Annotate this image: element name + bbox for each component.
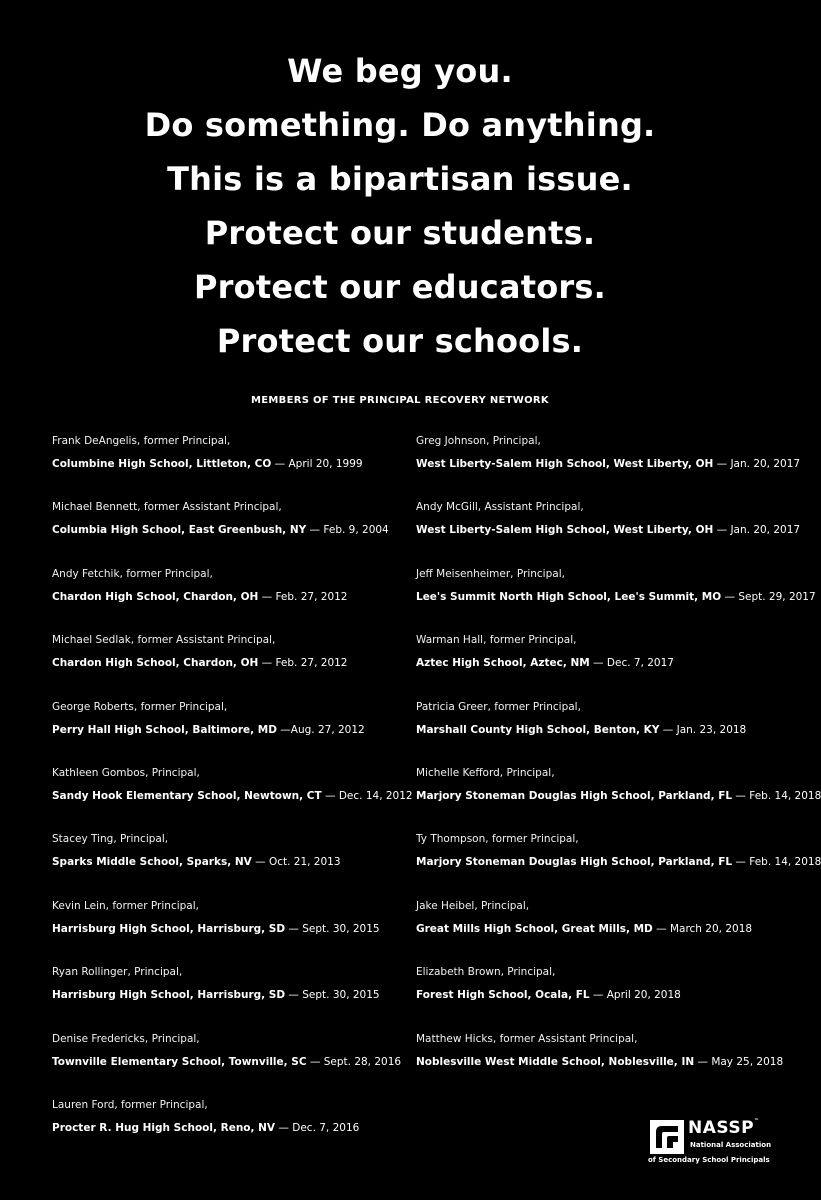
school-location: Harrisburg High School, Harrisburg, SD	[52, 989, 286, 1002]
member-school-date	[52, 656, 402, 670]
school-location: Columbine High School, Littleton, CO	[52, 458, 272, 470]
member-entry	[52, 965, 402, 1031]
school-location: Perry Hall High School, Baltimore, MD	[52, 723, 277, 736]
member-school-date	[52, 988, 402, 1002]
school-location: Chardon High School, Chardon, OH	[52, 590, 259, 603]
member-entry	[52, 700, 402, 766]
headline	[0, 44, 800, 368]
member-name-role: Ty Thompson, former Principal,	[416, 833, 579, 846]
school-location: Marjory Stoneman Douglas High School, Parkland, FL	[416, 856, 733, 869]
member-school-date	[416, 457, 801, 471]
nassp-logo-icon	[650, 1120, 684, 1154]
member-school-date	[416, 1055, 796, 1069]
member-name-role: Greg Johnson, Principal,	[416, 435, 541, 447]
school-location: Noblesville West Middle School, Noblesville, IN	[416, 1055, 695, 1068]
member-entry	[416, 899, 796, 965]
school-location: Lee's Summit North High School, Lee's Summit, MO	[416, 590, 722, 603]
member-name-role: Andy Fetchik, former Principal,	[52, 567, 213, 580]
member-school-date	[416, 922, 796, 936]
headline-line-5: Protect our educators.	[194, 268, 606, 306]
headline-line-6: Protect our schools.	[216, 322, 584, 360]
member-name-role: Michael Sedlak, former Assistant Principal,	[52, 634, 276, 647]
incident-date: — Feb. 9, 2004	[306, 524, 389, 537]
school-location: Aztec High School, Aztec, NM	[416, 657, 590, 670]
incident-date: — March 20, 2018	[652, 922, 753, 935]
incident-date: — April 20, 2018	[589, 989, 681, 1002]
logo-name-text: NASSP	[688, 1118, 755, 1138]
school-location: Sandy Hook Elementary School, Newtown, CT	[52, 789, 322, 802]
member-entry	[52, 434, 402, 500]
member-school-date	[52, 523, 402, 537]
member-entry	[52, 567, 402, 633]
school-location: West Liberty-Salem High School, West Liberty, OH	[416, 524, 714, 537]
nassp-logo	[646, 1114, 772, 1170]
school-location: Forest High School, Ocala, FL	[416, 989, 590, 1002]
school-location: Chardon High School, Chardon, OH	[52, 657, 259, 670]
member-entry	[416, 965, 796, 1031]
member-name-role: Andy McGill, Assistant Principal,	[416, 501, 584, 514]
member-name-role: Jeff Meisenheimer, Principal,	[416, 567, 565, 580]
incident-date: — Feb. 14, 2018	[732, 789, 821, 802]
member-school-date	[416, 523, 801, 537]
left-member-column	[52, 434, 413, 1164]
member-entry	[52, 832, 402, 898]
member-school-date	[416, 988, 796, 1002]
member-school-date	[52, 1055, 402, 1069]
incident-date: — Dec. 7, 2016	[275, 1121, 360, 1134]
member-entry	[416, 434, 801, 500]
member-name-role: Kathleen Gombos, Principal,	[52, 766, 200, 779]
incident-date: — Dec. 14, 2012	[321, 789, 413, 802]
member-entry	[416, 700, 796, 766]
school-location: Harrisburg High School, Harrisburg, SD	[52, 922, 286, 935]
logo-name	[688, 1118, 760, 1138]
member-entry	[52, 1032, 402, 1098]
member-name-role: George Roberts, former Principal,	[52, 700, 228, 713]
incident-date: — Sept. 28, 2016	[306, 1055, 402, 1068]
incident-date: — April 20, 1999	[271, 458, 363, 470]
member-school-date	[52, 855, 402, 869]
incident-date: — Feb. 14, 2018	[732, 856, 821, 869]
right-member-column	[416, 434, 821, 1098]
member-school-date	[52, 457, 402, 471]
member-name-role: Kevin Lein, former Principal,	[52, 899, 199, 912]
member-entry	[416, 500, 801, 566]
member-name-role: Stacey Ting, Principal,	[52, 833, 169, 846]
incident-date: — Feb. 27, 2012	[258, 657, 348, 670]
incident-date: — Sept. 29, 2017	[721, 590, 816, 603]
member-entry	[52, 899, 402, 965]
headline-line-1: We beg you.	[287, 52, 513, 90]
member-name-role: Frank DeAngelis, former Principal,	[52, 435, 231, 447]
member-school-date	[52, 590, 402, 604]
school-location: Townville Elementary School, Townville, SC	[52, 1055, 307, 1068]
headline-line-3: This is a bipartisan issue.	[167, 160, 633, 198]
logo-subtitle-line-1: National Association	[690, 1141, 772, 1149]
incident-date: — Dec. 7, 2017	[589, 657, 674, 670]
section-title: MEMBERS OF THE PRINCIPAL RECOVERY NETWORK	[251, 395, 549, 406]
member-school-date	[416, 855, 821, 869]
logo-subtitle-line-2: of Secondary School Principals	[648, 1156, 770, 1164]
member-school-date	[52, 723, 402, 737]
school-location: Marshall County High School, Benton, KY	[416, 723, 660, 736]
member-name-role: Michael Bennett, former Assistant Principal,	[52, 501, 282, 514]
member-school-date	[416, 723, 796, 737]
incident-date: — Sept. 30, 2015	[285, 922, 380, 935]
incident-date: — Jan. 20, 2017	[713, 458, 801, 470]
member-school-date	[416, 789, 821, 803]
member-entry	[416, 633, 796, 699]
member-name-role: Michelle Kefford, Principal,	[416, 766, 555, 779]
member-entry	[416, 567, 816, 633]
incident-date: —Aug. 27, 2012	[276, 723, 365, 736]
member-school-date	[52, 789, 413, 803]
member-entry	[52, 766, 413, 832]
school-location: West Liberty-Salem High School, West Liberty, OH	[416, 458, 714, 470]
school-location: Marjory Stoneman Douglas High School, Parkland, FL	[416, 789, 733, 802]
member-name-role: Elizabeth Brown, Principal,	[416, 966, 556, 979]
member-entry	[416, 1032, 796, 1098]
member-name-role: Denise Fredericks, Principal,	[52, 1032, 200, 1045]
member-school-date	[416, 656, 796, 670]
incident-date: — Oct. 21, 2013	[251, 856, 341, 869]
school-location: Procter R. Hug High School, Reno, NV	[52, 1121, 276, 1134]
school-location: Great Mills High School, Great Mills, MD	[416, 922, 653, 935]
school-location: Columbia High School, East Greenbush, NY	[52, 524, 307, 537]
incident-date: — Sept. 30, 2015	[285, 989, 380, 1002]
incident-date: — Jan. 20, 2017	[713, 524, 801, 537]
incident-date: — Feb. 27, 2012	[258, 590, 348, 603]
member-name-role: Warman Hall, former Principal,	[416, 634, 577, 647]
member-school-date	[416, 590, 816, 604]
school-location: Sparks Middle School, Sparks, NV	[52, 856, 252, 869]
member-school-date	[52, 922, 402, 936]
incident-date: — May 25, 2018	[694, 1055, 784, 1068]
headline-line-2: Do something. Do anything.	[144, 106, 656, 144]
member-name-role: Jake Heibel, Principal,	[416, 899, 530, 912]
member-entry	[416, 766, 821, 832]
member-entry	[52, 1098, 402, 1164]
member-school-date	[52, 1121, 402, 1135]
member-name-role: Patricia Greer, former Principal,	[416, 700, 581, 713]
member-entry	[52, 633, 402, 699]
logo-trademark: ™	[754, 1118, 760, 1124]
member-entry	[52, 500, 402, 566]
member-name-role: Matthew Hicks, former Assistant Principal,	[416, 1032, 638, 1045]
member-name-role: Lauren Ford, former Principal,	[52, 1098, 208, 1111]
member-name-role: Ryan Rollinger, Principal,	[52, 966, 183, 979]
member-entry	[416, 832, 821, 898]
incident-date: — Jan. 23, 2018	[659, 723, 747, 736]
headline-line-4: Protect our students.	[204, 214, 596, 252]
